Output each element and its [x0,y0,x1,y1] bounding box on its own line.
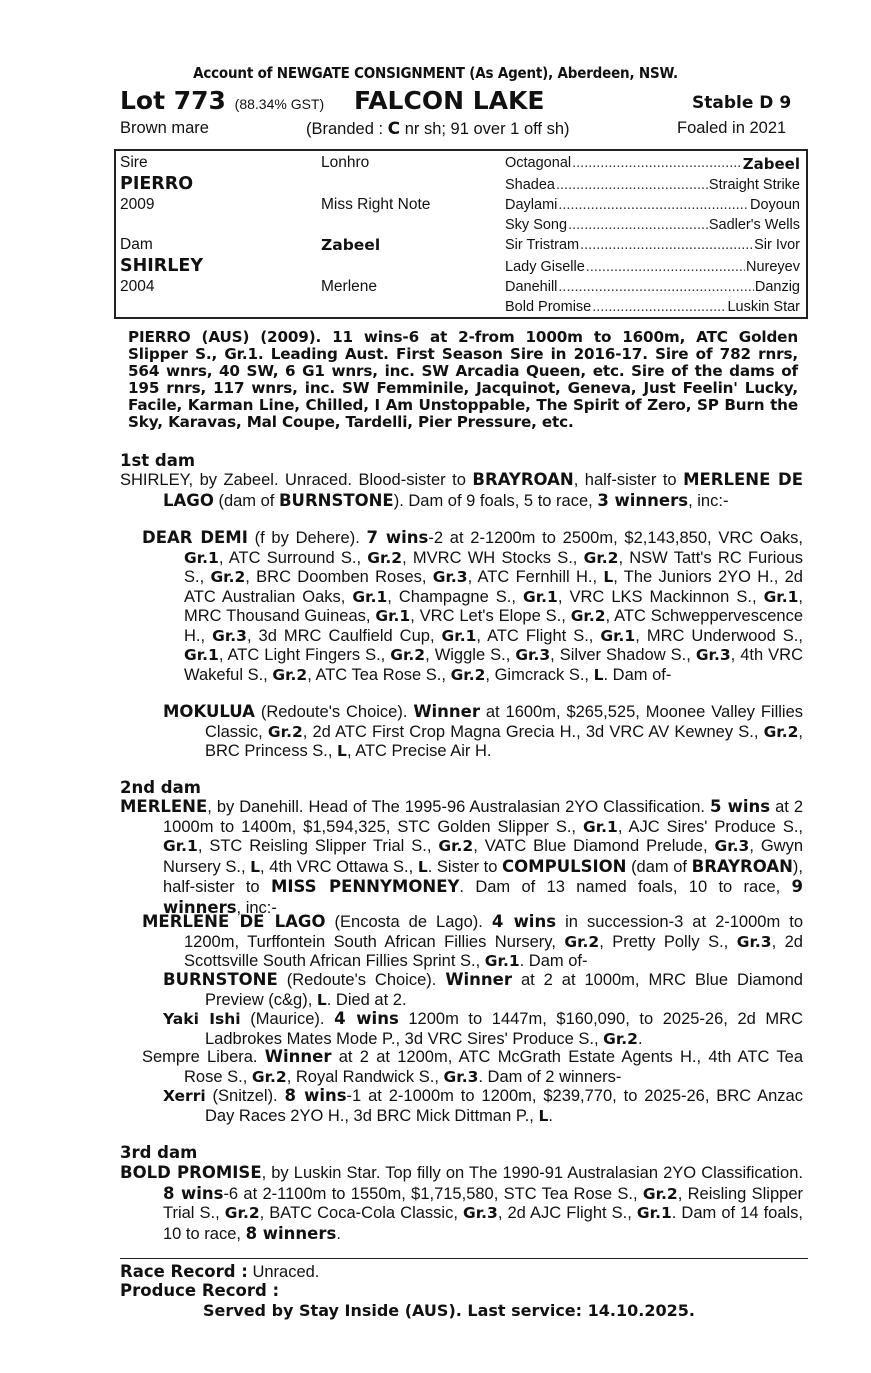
produce-record: Produce Record : [120,1281,280,1300]
race-record: Race Record : Unraced. [120,1262,320,1281]
sire-name: PIERRO [120,174,194,194]
progeny-burnstone: BURNSTONE (Redoute's Choice). Winner at 2 at 1000m, MRC Blue Diamond Preview (c&g), L. Died at 2. [163,970,803,1009]
progeny-yaki-ishi: Yaki Ishi (Maurice). 4 wins 1200m to 1447m, $160,090, to 2025-26, 2d MRC Ladbrokes Mates Mode P., 3d VRC Sires' Produce S., Gr.2. [163,1009,803,1048]
horse-description: Brown mare [120,119,209,137]
sire-summary: PIERRO (AUS) (2009). 11 wins-6 at 2-from 1000m to 1600m, ATC Golden Slipper S., Gr.1. Leading Aust. First Season Sire in 2016-17. Sire of 782 rnrs, 564 wnrs, 40 SW, 6 G1 wnrs, inc. SW Arcadia Queen, etc. Sire of the dams of 195 rnrs, 117 wnrs, inc. SW Femminile, Jacquinot, Geneva, Just Feelin' Lucky, Facile, Karman Line, Chilled, I Am Unstoppable, The Spirit of Zero, SP Burn the Sky, Karavas, Mal Coupe, Tardelli, Pier Pressure, etc. [128,328,798,431]
divider [120,1258,808,1259]
first-dam-heading: 1st dam [120,451,196,470]
pedigree-row: Bold Promise ..... Luskin Star [505,299,800,315]
dam-name: SHIRLEY [120,256,204,276]
third-dam-heading: 3rd dam [120,1143,198,1162]
lot-number: Lot 773 (88.34% GST) [120,86,325,115]
served-by: Served by Stay Inside (AUS). Last service: 14.10.2025. [203,1301,695,1320]
dam-year: 2004 [120,278,155,295]
pedigree-row: Shadea ..... Straight Strike [505,177,800,193]
dam-label: Dam [120,236,153,253]
horse-name: FALCON LAKE [354,86,545,115]
second-dam-heading: 2nd dam [120,778,201,797]
gst-percent: (88.34% GST) [234,96,325,112]
second-dam-entry: MERLENE, by Danehill. Head of The 1995-96 Australasian 2YO Classification. 5 wins at 2 1000m to 1400m, $1,594,325, STC Golden Slipper S., Gr.1, AJC Sires' Produce S., Gr.1, STC Reisling Slipper Trial S., Gr.2, VATC Blue Diamond Prelude, Gr.3, Gwyn Nursery S., L, 4th VRC Ottawa S., L. Sister to COMPULSION (dam of BRAYROAN), half-sister to MISS PENNYMONEY. Dam of 13 named foals, 10 to race, 9 winners, inc:- [120,797,804,917]
account-line: Account of NEWGATE CONSIGNMENT (As Agent), Aberdeen, NSW. [193,64,678,82]
first-dam-entry: SHIRLEY, by Zabeel. Unraced. Blood-sister to BRAYROAN, half-sister to MERLENE DE LAGO (dam of BURNSTONE). Dam of 9 foals, 5 to race, 3 winners, inc:- [120,470,803,510]
third-dam-entry: BOLD PROMISE, by Luskin Star. Top filly on The 1990-91 Australasian 2YO Classification. 8 wins-6 at 2-1100m to 1550m, $1,715,580, STC Tea Rose S., Gr.2, Reisling Slipper Trial S., Gr.2, BATC Coca-Cola Classic, Gr.3, 2d AJC Flight S., Gr.1. Dam of 14 foals, 10 to race, 8 winners. [120,1163,804,1243]
pedigree-row: Sir Tristram ..... Sir Ivor [505,237,800,253]
pedigree-row: Daylami ..... Doyoun [505,197,800,213]
stable-location: Stable D 9 [692,93,792,113]
sire-year: 2009 [120,196,155,213]
brand-info: (Branded : C nr sh; 91 over 1 off sh) [306,119,570,139]
progeny-mokulua: MOKULUA (Redoute's Choice). Winner at 1600m, $265,525, Moonee Valley Fillies Classic, Gr.2, 2d ATC First Crop Magna Grecia H., 3d VRC AV Kewney S., Gr.2, BRC Princess S., L, ATC Precise Air H. [163,702,803,760]
progeny-dear-demi: DEAR DEMI (f by Dehere). 7 wins-2 at 2-1200m to 2500m, $2,143,850, VRC Oaks, Gr.1, ATC Surround S., Gr.2, MVRC WH Stocks S., Gr.2, NSW Tatt's RC Furious S., Gr.2, BRC Doomben Roses, Gr.3, ATC Fernhill H., L, The Juniors 2YO H., 2d ATC Australian Oaks, Gr.1, Champagne S., Gr.1, VRC LKS Mackinnon S., Gr.1, MRC Thousand Guineas, Gr.1, VRC Let's Elope S., Gr.2, ATC Schweppervescence H., Gr.3, 3d MRC Caulfield Cup, Gr.1, ATC Flight S., Gr.1, MRC Underwood S., Gr.1, ATC Light Fingers S., Gr.2, Wiggle S., Gr.3, Silver Shadow S., Gr.3, 4th VRC Wakeful S., Gr.2, ATC Tea Rose S., Gr.2, Gimcrack S., L. Dam of- [142,528,804,684]
pedigree-row: Octagonal ..... Zabeel [505,155,800,173]
sire-label: Sire [120,154,148,171]
sire-sire: Lonhro [321,154,370,171]
progeny-xerri: Xerri (Snitzel). 8 wins-1 at 2-1000m to 1200m, $239,770, to 2025-26, BRC Anzac Day Races 2YO H., 3d BRC Mick Dittman P., L. [163,1086,803,1125]
pedigree-row: Sky Song ..... Sadler's Wells [505,217,800,233]
pedigree-row: Danehill ..... Danzig [505,279,800,295]
dam-dam: Merlene [321,278,377,295]
progeny-sempre-libera: Sempre Libera. Winner at 2 at 1200m, ATC McGrath Estate Agents H., 4th ATC Tea Rose S., Gr.2, Royal Randwick S., Gr.3. Dam of 2 winners- [142,1047,804,1086]
progeny-merlene-de-lago: MERLENE DE LAGO (Encosta de Lago). 4 wins in succession-3 at 2-1000m to 1200m, Turffontein South African Fillies Nursery, Gr.2, Pretty Polly S., Gr.3, 2d Scottsville South African Fillies Sprint S., Gr.1. Dam of- [142,912,804,970]
foaled-year: Foaled in 2021 [677,119,787,137]
pedigree-row: Lady Giselle ..... Nureyev [505,259,800,275]
dam-sire: Zabeel [321,236,381,254]
sire-dam: Miss Right Note [321,196,431,213]
